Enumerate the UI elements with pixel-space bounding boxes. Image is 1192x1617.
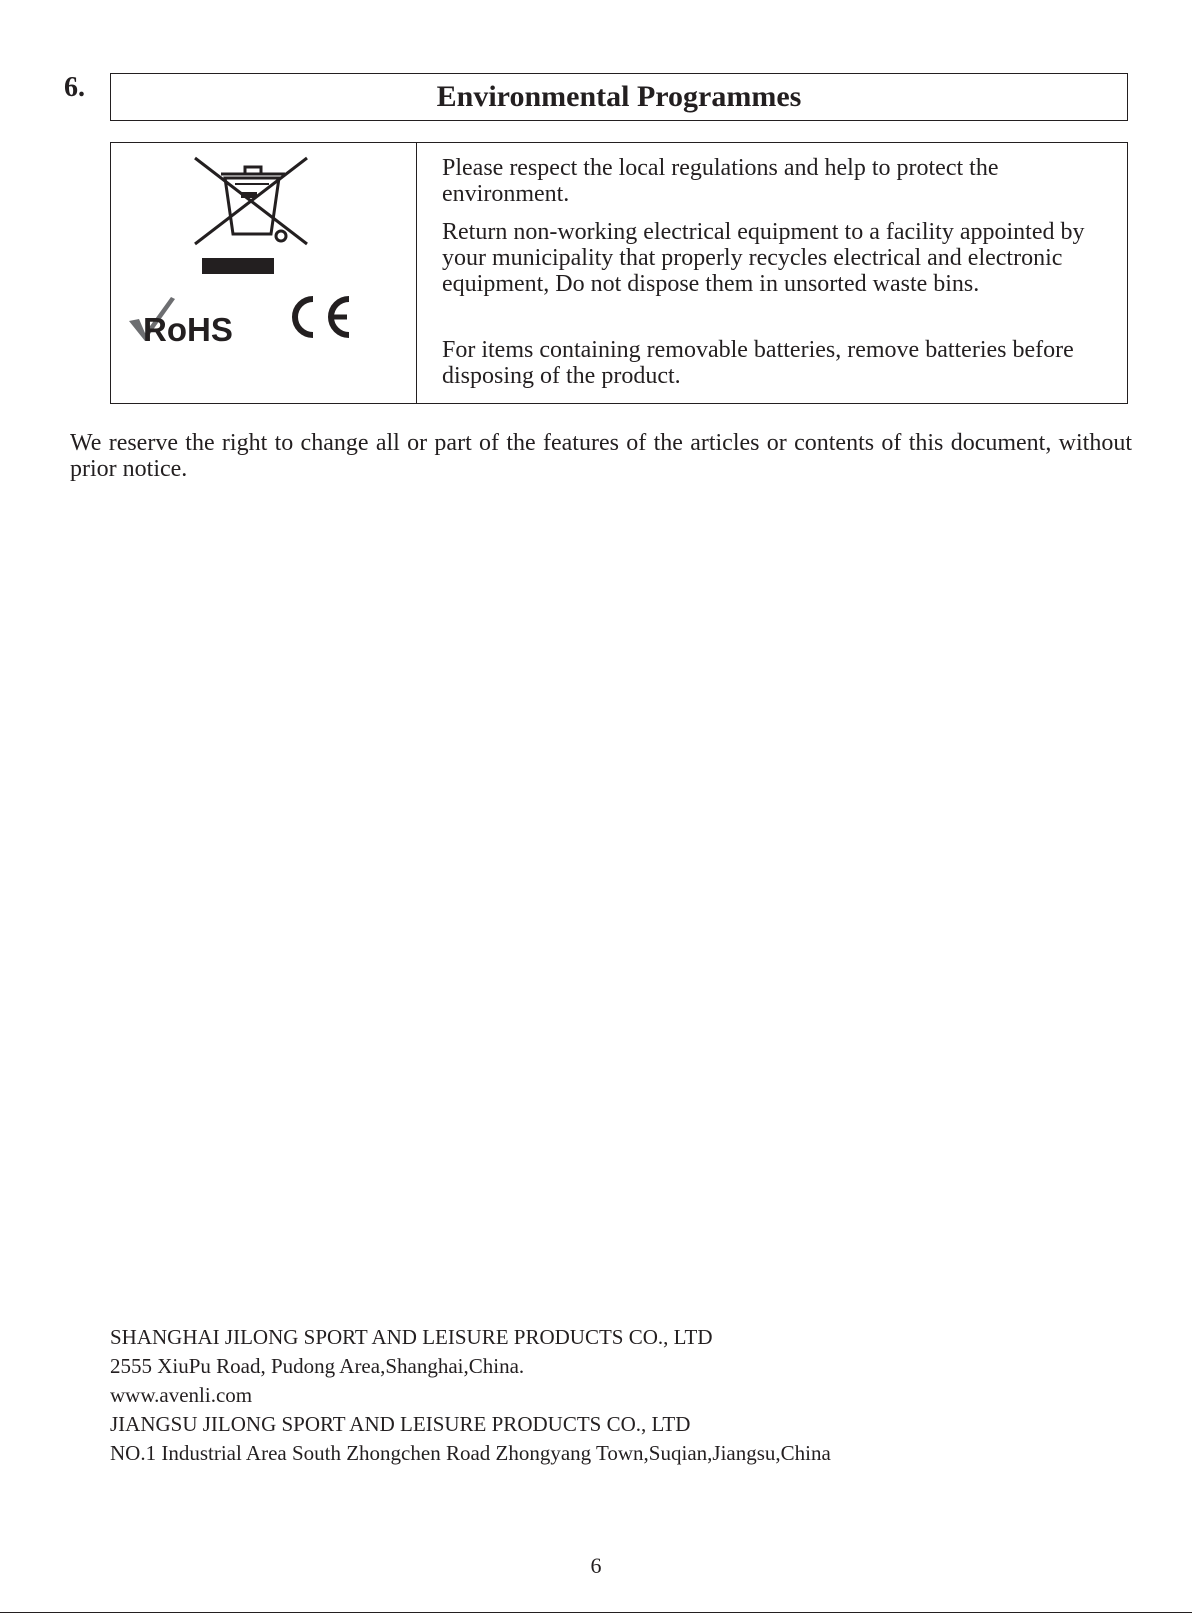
company-address-jiangsu: NO.1 Industrial Area South Zhongchen Road Zhongyang Town,Suqian,Jiangsu,China — [110, 1441, 831, 1465]
notice-paragraph-3: For items containing removable batteries, remove batteries before disposing of the product. — [442, 337, 1074, 389]
company-name-jiangsu: JIANGSU JILONG SPORT AND LEISURE PRODUCTS CO., LTD — [110, 1412, 691, 1436]
environmental-table — [110, 142, 1128, 404]
section-title: Environmental Programmes — [436, 80, 802, 113]
company-name-shanghai: SHANGHAI JILONG SPORT AND LEISURE PRODUCTS CO., LTD — [110, 1325, 713, 1349]
bottom-divider — [0, 1612, 1192, 1613]
page-number: 6 — [590, 1553, 602, 1578]
rohs-logo — [127, 293, 237, 347]
notice-text-cell — [417, 143, 1127, 403]
notice-paragraph-2: Return non-working electrical equipment to a facility appointed by your municipality that properly recycles electrical and electronic equipment, Do not dispose them in unsorted waste bins. — [442, 219, 1085, 297]
weee-underbar — [202, 258, 274, 274]
company-website: www.avenli.com — [110, 1383, 253, 1407]
notice-paragraph-1: Please respect the local regulations and help to protect the environment. — [442, 155, 999, 207]
company-address-shanghai: 2555 XiuPu Road, Pudong Area,Shanghai,China. — [110, 1354, 525, 1378]
rohs-text: RoHS — [143, 311, 233, 348]
ce-mark-icon — [285, 293, 355, 341]
disclaimer-text: We reserve the right to change all or part of the features of the articles or contents of this document, without prior notice. — [70, 430, 1132, 482]
section-number: 6. — [64, 72, 85, 103]
icon-cell — [111, 143, 417, 403]
company-info — [110, 1323, 831, 1468]
section-title-box — [110, 73, 1128, 121]
weee-bin-icon — [193, 156, 309, 246]
